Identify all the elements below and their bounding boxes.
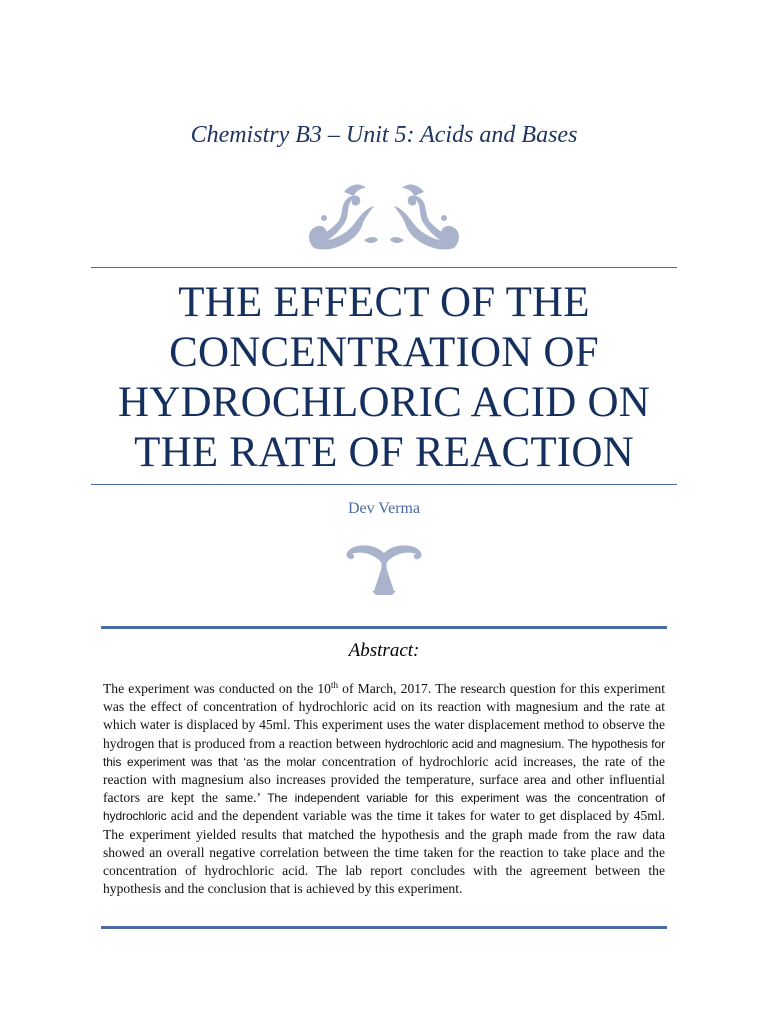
title-line: THE EFFECT OF THE [178, 279, 590, 326]
abstract-text-part: concentration of hydrochloric acid increases, the rate of the reaction with magnesium also increases provided the temperature, surface area and other influential factors are kept the same.’ [103, 753, 666, 806]
fleur-ornament-icon [342, 543, 426, 595]
floral-flourish-icon [304, 178, 464, 256]
abstract-rule-bottom [101, 926, 667, 929]
course-title: Chemistry B3 – Unit 5: Acids and Bases [190, 122, 578, 148]
abstract-text-part: The independent variable for this experiment was the concentration of hydrochloric [103, 791, 665, 824]
ordinal-suffix: th [330, 680, 338, 690]
title-rule-top [91, 267, 677, 268]
document-title [60, 278, 708, 478]
abstract-text-part: hydrochloric acid and magnesium. The hypothesis for this experiment was that ‘as the molar [103, 736, 665, 769]
title-line: CONCENTRATION OF [169, 329, 599, 376]
author-name: Dev Verma [347, 500, 421, 517]
title-line: THE RATE OF REACTION [134, 429, 634, 476]
title-line: HYDROCHLORIC ACID ON [118, 379, 650, 426]
abstract-text-part: of March, 2017. The research question for this experiment was the effect of concentration of hydrochloric acid on its reaction with magnesium and the rate at which water is displaced by 45ml. This experiment uses the water displacement method to observe the hydrogen that is produced from a reaction between [103, 681, 665, 751]
abstract-heading: Abstract: [348, 640, 420, 661]
abstract-rule-top [101, 626, 667, 629]
abstract-text-part: acid and the dependent variable was the time it takes for water to get displaced by 45ml. The experiment yielded results that matched the hypothesis and the graph made from the raw data showed an overall negative correlation between the time taken for the reaction to take place and the concentration of hydrochloric acid. The lab report concludes with the agreement between the hypothesis and the conclusion that is achieved by this experiment. [103, 808, 665, 897]
title-rule-bottom [91, 484, 677, 485]
abstract-text-part: The experiment was conducted on the 10 [103, 681, 331, 696]
abstract-text [103, 680, 665, 898]
